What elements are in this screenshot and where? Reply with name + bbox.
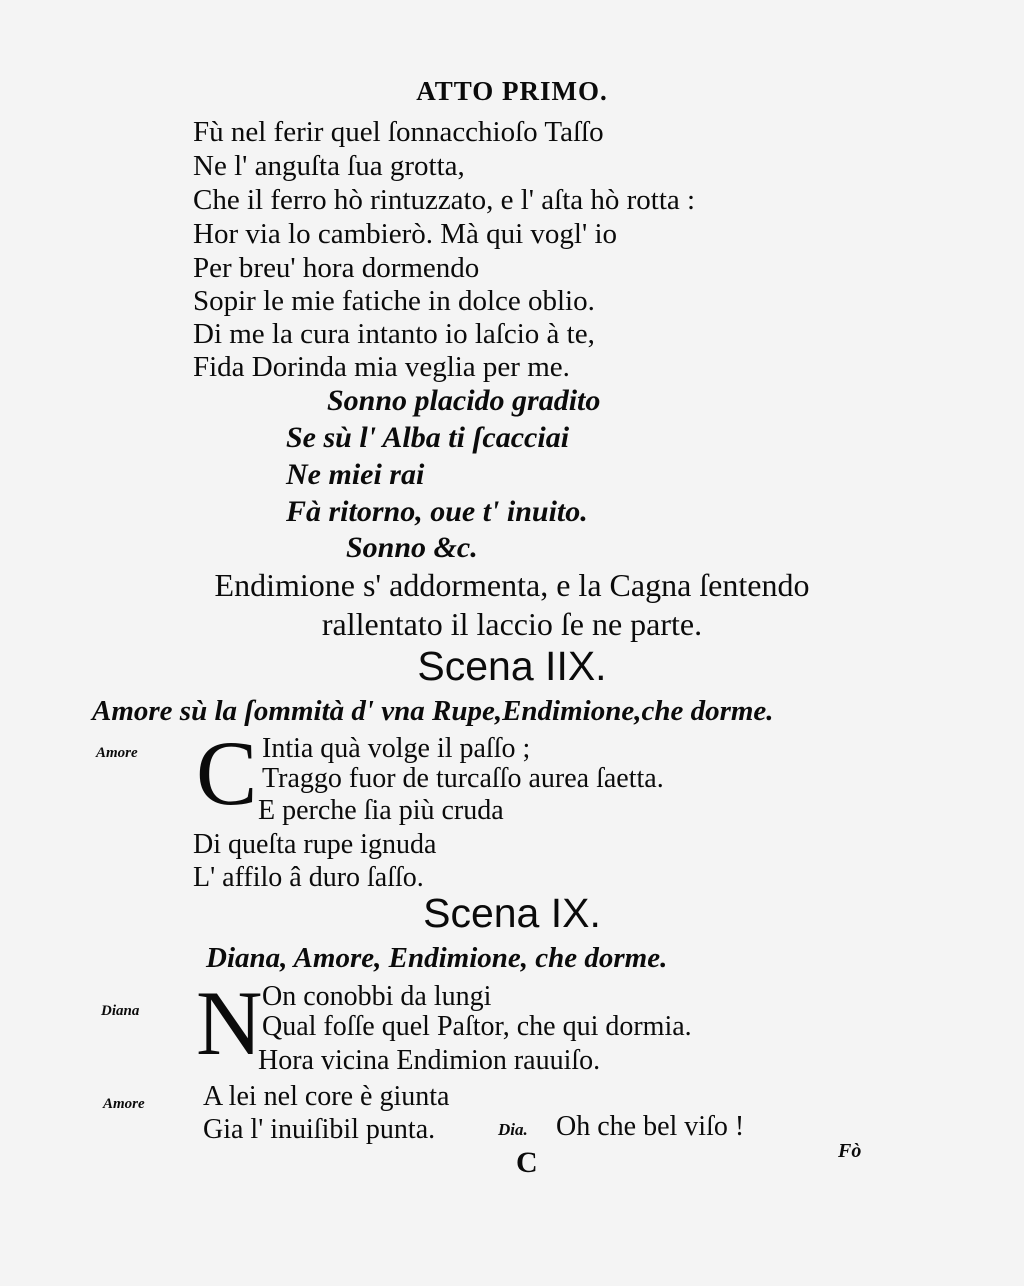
scene-title: Scena IIX. — [417, 643, 607, 689]
drop-cap: C — [196, 722, 258, 824]
scene-persons: Amore sù la ſommità d' vna Rupe,Endimione,che dorme. — [92, 695, 774, 727]
verse-line: Traggo fuor de turcaſſo aurea ſaetta. — [262, 763, 664, 794]
verse-line: Fida Dorinda mia veglia per me. — [193, 351, 570, 383]
aria-line: Fà ritorno, oue t' inuito. — [286, 495, 588, 528]
verse-line: L' affilo â duro ſaſſo. — [193, 862, 424, 893]
speaker-label-inline: Dia. — [498, 1120, 528, 1139]
aria-line: Sonno placido gradito — [327, 384, 601, 417]
verse-line: Fù nel ferir quel ſonnacchioſo Taſſo — [193, 116, 604, 148]
stage-direction-line: Endimione s' addormenta, e la Cagna ſentendo — [214, 567, 810, 603]
running-head: ATTO PRIMO. — [416, 76, 608, 106]
verse-line: Hora vicina Endimion rauuiſo. — [258, 1045, 601, 1076]
scene-persons: Diana, Amore, Endimione, che dorme. — [206, 942, 668, 974]
verse-line: Qual foſſe quel Paſtor, che qui dormia. — [262, 1011, 692, 1042]
speaker-label: Amore — [96, 745, 138, 761]
aria-line: Se sù l' Alba ti ſcacciai — [286, 421, 570, 454]
verse-line: Per breu' hora dormendo — [193, 252, 480, 284]
verse-line: Hor via lo cambierò. Mà qui vogl' io — [193, 218, 618, 250]
verse-line: A lei nel core è giunta — [203, 1081, 450, 1112]
verse-line: Ne l' anguſta ſua grotta, — [193, 150, 465, 182]
verse-line: Che il ferro hò rintuzzato, e l' aſta hò rotta : — [193, 184, 696, 216]
stage-direction-line: rallentato il laccio ſe ne parte. — [321, 606, 703, 642]
signature-mark: C — [516, 1146, 538, 1179]
verse-line: Gia l' inuiſibil punta. — [203, 1114, 436, 1145]
inline-speaker-label — [498, 1121, 528, 1139]
drop-cap: N — [196, 972, 263, 1074]
catchword: Fò — [838, 1140, 862, 1162]
speaker-label: Amore — [103, 1096, 145, 1112]
verse-line: Sopir le mie fatiche in dolce oblio. — [193, 285, 595, 317]
verse-line: Di me la cura intanto io laſcio à te, — [193, 318, 595, 350]
verse-line: Di queſta rupe ignuda — [193, 829, 437, 860]
verse-line: On conobbi da lungi — [262, 981, 492, 1012]
aria-line: Ne miei rai — [286, 458, 425, 491]
scene-title: Scena IX. — [423, 890, 601, 936]
verse-line: Intia quà volge il paſſo ; — [262, 733, 531, 764]
speaker-label: Diana — [101, 1003, 140, 1019]
verse-line: Oh che bel viſo ! — [556, 1111, 745, 1142]
verse-line: E perche ſia più cruda — [258, 795, 504, 826]
aria-line: Sonno &c. — [346, 531, 478, 564]
